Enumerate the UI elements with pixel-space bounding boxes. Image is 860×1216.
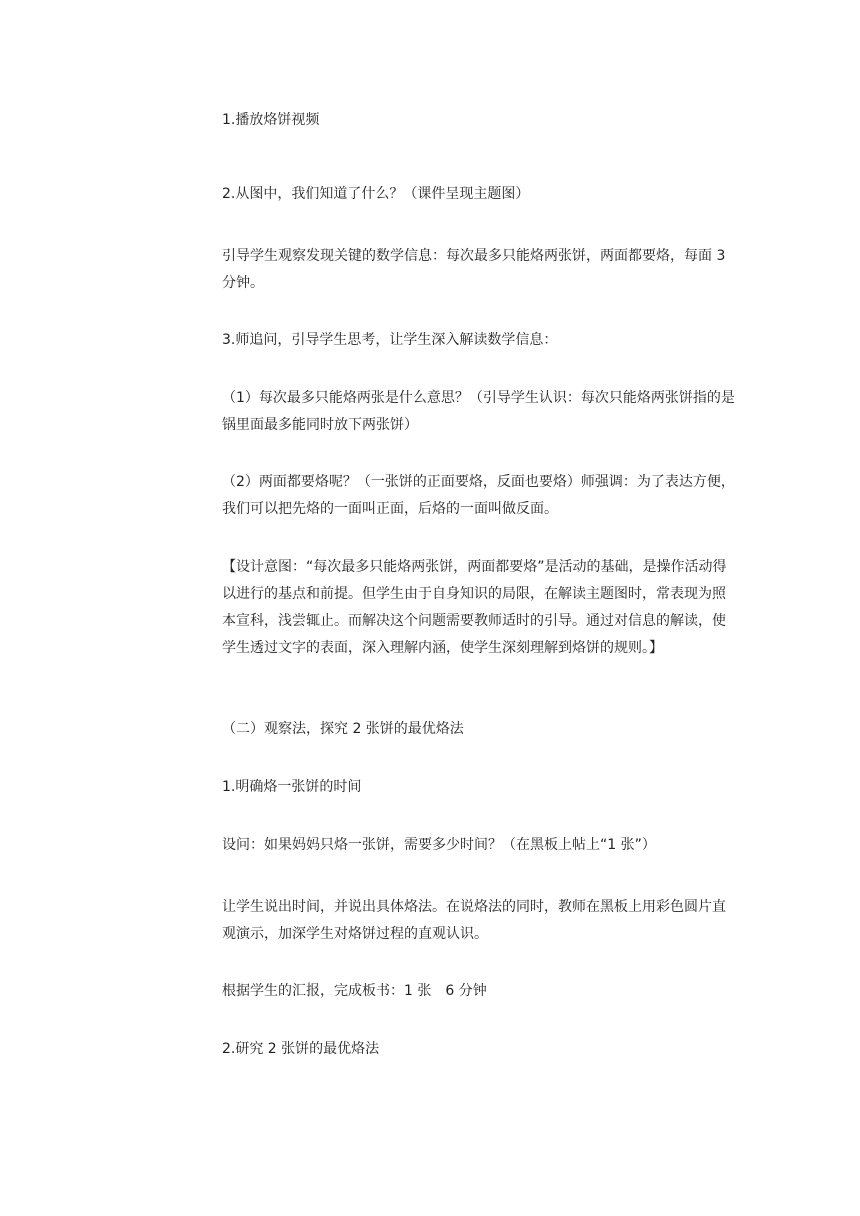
step-1-play-video: 1.播放烙饼视频 bbox=[222, 112, 320, 128]
sub-question-2: （2）两面都要烙呢？（一张饼的正面要烙，反面也要烙）师强调：为了表达方便，我们可以把先烙的一面叫正面，后烙的一面叫做反面。 bbox=[222, 474, 735, 517]
sub-question-1: （1）每次最多只能烙两张是什么意思？（引导学生认识：每次只能烙两张饼指的是锅里面最多能同时放下两张饼） bbox=[222, 390, 735, 433]
section-2-heading: （二）观察法，探究 2 张饼的最优烙法 bbox=[222, 721, 464, 737]
step-2-two-pancakes: 2.研究 2 张饼的最优烙法 bbox=[222, 1041, 380, 1057]
step-2-question: 2.从图中，我们知道了什么？（课件呈现主题图） bbox=[222, 186, 530, 202]
step-3-follow-up: 3.师追问，引导学生思考，让学生深入解读数学信息： bbox=[222, 332, 558, 348]
student-explain-paragraph: 让学生说出时间，并说出具体烙法。在说烙法的同时，教师在黑板上用彩色圆片直观演示，加深学生对烙饼过程的直观认识。 bbox=[222, 899, 726, 942]
board-summary: 根据学生的汇报，完成板书：1 张 6 分钟 bbox=[222, 983, 487, 999]
guide-observe-paragraph: 引导学生观察发现关键的数学信息：每次最多只能烙两张饼，两面都要烙，每面 3 分钟。 bbox=[222, 248, 726, 291]
step-1-one-pancake-time: 1.明确烙一张饼的时间 bbox=[222, 779, 362, 795]
prompt-question: 设问：如果妈妈只烙一张饼，需要多少时间？（在黑板上帖上“1 张”） bbox=[222, 837, 656, 853]
design-intent-paragraph: 【设计意图：“每次最多只能烙两张饼，两面都要烙”是活动的基础，是操作活动得以进行的基点和前提。但学生由于自身知识的局限，在解读主题图时，常表现为照本宣科，浅尝辄止。而解决这个问题需要教师适时的引导。通过对信息的解读，使学生透过文字的表面，深入理解内涵，使学生深刻理解到烙饼的规则。】 bbox=[222, 559, 727, 656]
